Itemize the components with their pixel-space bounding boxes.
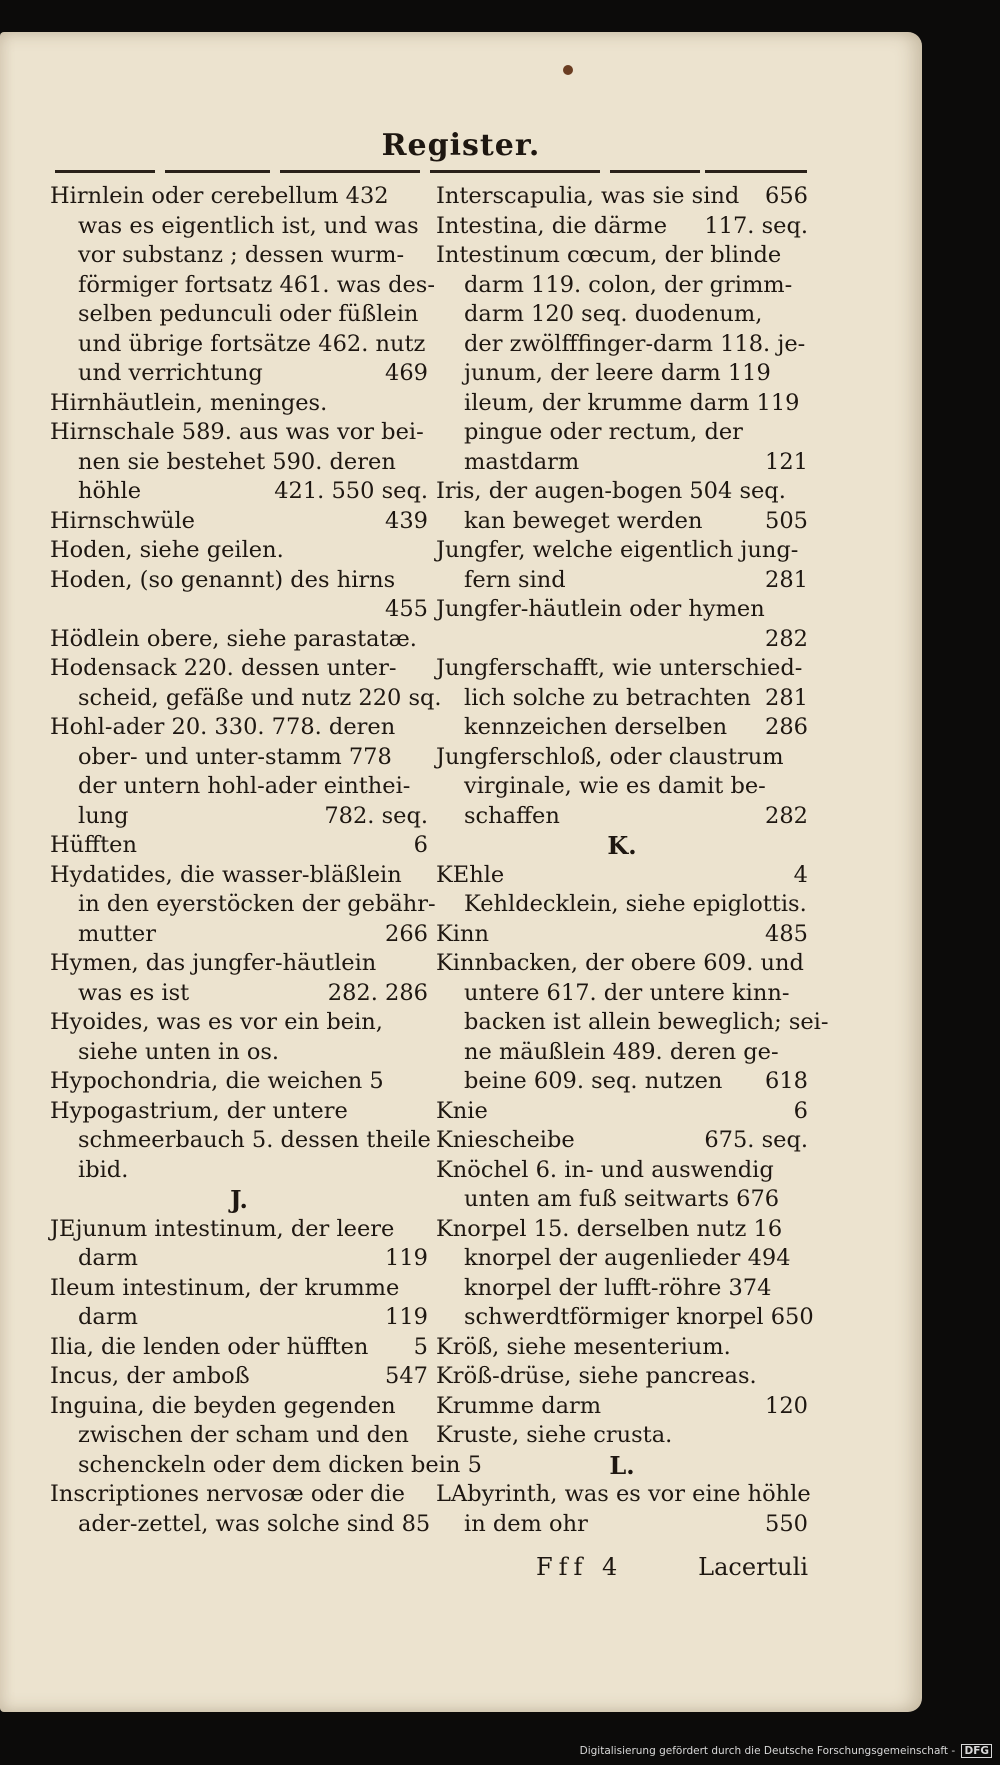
index-entry-line — [436, 654, 808, 684]
entry-text: LAbyrinth, was es vor eine höhle — [436, 1481, 811, 1507]
entry-text: Intestina, die därme — [436, 212, 668, 239]
entry-text: Kniescheibe — [436, 1127, 575, 1153]
header-rule — [430, 170, 600, 173]
entry-page-ref: 469 — [385, 360, 428, 386]
entry-text: darm 119. colon, der grimm- — [464, 271, 793, 298]
entry-page-ref: 266 — [385, 920, 428, 947]
entry-text: was es eigentlich ist, und was — [78, 212, 419, 239]
entry-text: Knie — [436, 1097, 488, 1124]
entry-text: Kröß-drüse, siehe pancreas. — [436, 1363, 757, 1389]
entry-text: Ileum intestinum, der krumme — [50, 1274, 400, 1301]
entry-text: darm 120 seq. duodenum, — [464, 301, 763, 327]
page-footer — [436, 1553, 808, 1585]
index-entry-line — [50, 1215, 428, 1245]
index-entry-line — [436, 212, 808, 242]
index-entry-line — [50, 1244, 428, 1274]
entry-page-ref: 119 — [385, 1245, 428, 1271]
entry-page-ref: 656 — [765, 183, 808, 209]
index-entry-line — [436, 300, 808, 330]
index-entry-line — [50, 1008, 428, 1038]
index-letter-heading: J. — [230, 1185, 248, 1214]
entry-text: scheid, gefäße und nutz 220 sq. — [78, 684, 442, 711]
entry-text: darm — [78, 1304, 138, 1330]
entry-text: selben pedunculi oder füßlein — [78, 301, 419, 327]
index-entry-line — [50, 418, 428, 448]
index-entry-line — [50, 1510, 431, 1540]
entry-page-ref: 5 — [413, 1333, 428, 1360]
entry-text: KEhle — [436, 861, 505, 888]
entry-text: ibid. — [78, 1156, 129, 1183]
index-entry-line — [436, 1244, 808, 1274]
index-entry-line — [50, 1303, 428, 1333]
index-entry-line — [436, 861, 808, 891]
entry-text: Hypochondria, die weichen 5 — [50, 1068, 384, 1094]
index-entry-line — [436, 772, 808, 802]
entry-page-ref: 6 — [413, 832, 428, 858]
entry-text: virginale, wie es damit be- — [464, 773, 766, 799]
index-entry-line — [50, 1067, 428, 1097]
index-entry-line — [50, 566, 428, 596]
index-entry-line — [436, 418, 808, 448]
index-entry-line — [50, 448, 428, 478]
index-entry-line — [436, 1480, 811, 1510]
index-entry-line — [436, 595, 808, 625]
entry-text: Hoden, (so genannt) des hirns — [50, 566, 396, 593]
entry-text: schenckeln oder dem dicken bein 5 — [78, 1451, 482, 1478]
entry-text: Hirnschwüle — [50, 507, 195, 534]
entry-page-ref: 286 — [765, 714, 808, 740]
entry-text: was es ist — [78, 979, 190, 1006]
entry-text: knorpel der lufft-röhre 374 — [464, 1274, 772, 1301]
index-entry-line — [50, 684, 442, 714]
index-entry-line — [436, 1126, 808, 1156]
entry-text: vor substanz ; dessen wurm- — [78, 242, 405, 268]
entry-text: untere 617. der untere kinn- — [464, 979, 790, 1006]
entry-text: ileum, der krumme darm 119 — [464, 389, 800, 416]
entry-text: Hirnschale 589. aus was vor bei- — [50, 419, 424, 445]
page-title: Register. — [381, 128, 541, 163]
index-entry-line — [436, 625, 808, 655]
entry-text: höhle — [78, 478, 142, 504]
index-entry-line — [50, 772, 428, 802]
entry-text: siehe unten in os. — [78, 1038, 280, 1065]
index-entry-line — [50, 595, 428, 625]
index-letter-heading: L. — [609, 1450, 635, 1480]
credit-text: Digitalisierung gefördert durch die Deutsche Forschungsgemeinschaft - — [579, 1745, 956, 1757]
entry-text: in dem ohr — [464, 1510, 588, 1537]
index-entry-line — [436, 182, 808, 212]
header-rule — [705, 170, 807, 173]
entry-text: der untern hohl-ader einthei- — [78, 773, 411, 799]
index-entry-line — [50, 271, 435, 301]
entry-page-ref: 455 — [385, 596, 428, 622]
index-entry-line — [50, 831, 428, 861]
entry-page-ref: 547 — [385, 1363, 428, 1389]
index-entry-line — [436, 1215, 808, 1245]
index-entry-line — [436, 1421, 808, 1451]
index-entry-line — [50, 300, 428, 330]
header-rule — [610, 170, 700, 173]
index-entry-line — [436, 1333, 808, 1363]
entry-page-ref: 421. 550 seq. — [274, 478, 428, 504]
entry-text: Hödlein obere, siehe parastatæ. — [50, 625, 417, 652]
entry-text: lich solche zu betrachten — [464, 684, 751, 711]
entry-text: Hirnhäutlein, meninges. — [50, 389, 328, 416]
index-entry-line — [436, 1392, 808, 1422]
index-entry-line — [50, 802, 428, 832]
entry-page-ref: 119 — [385, 1304, 428, 1330]
entry-text: schwerdtförmiger knorpel 650 — [464, 1304, 814, 1330]
index-entry-line — [436, 1303, 814, 1333]
entry-page-ref: 485 — [765, 920, 808, 947]
entry-text: Hymen, das jungfer-häutlein — [50, 950, 377, 976]
entry-text: junum, der leere darm 119 — [464, 360, 771, 386]
catchword: Lacertuli — [698, 1553, 808, 1581]
index-entry-line — [436, 389, 808, 419]
index-entry-line — [50, 1126, 431, 1156]
index-entry-line — [50, 536, 428, 566]
entry-text: kan beweget werden — [464, 507, 703, 534]
entry-text: Hypogastrium, der untere — [50, 1097, 348, 1124]
entry-text: Interscapulia, was sie sind — [436, 183, 740, 209]
entry-text: zwischen der scham und den — [78, 1422, 409, 1448]
entry-text: mastdarm — [464, 448, 580, 475]
entry-text: Inscriptiones nervosæ oder die — [50, 1481, 405, 1507]
index-entry-line — [50, 1451, 482, 1481]
index-entry-line — [50, 1274, 428, 1304]
entry-page-ref: 117. seq. — [704, 212, 808, 239]
entry-text: mutter — [78, 920, 156, 947]
entry-text: Kröß, siehe mesenterium. — [436, 1333, 731, 1360]
entry-page-ref: 281 — [765, 566, 808, 593]
entry-page-ref: 6 — [793, 1097, 808, 1124]
ink-spot — [563, 65, 573, 75]
index-entry-line — [436, 1274, 808, 1304]
signature-mark: Fff 4 — [536, 1553, 624, 1581]
index-entry-line — [436, 684, 808, 714]
entry-text: Jungfer-häutlein oder hymen — [436, 596, 765, 622]
index-entry-line — [50, 182, 428, 212]
entry-text: der zwölfffinger-darm 118. je- — [464, 330, 806, 357]
dfg-logo: DFG — [961, 1744, 992, 1758]
entry-text: Hirnlein oder cerebellum 432 — [50, 183, 389, 209]
index-entry-line — [50, 241, 428, 271]
entry-text: Ilia, die lenden oder hüfften — [50, 1333, 369, 1360]
index-entry-line — [436, 979, 808, 1009]
entry-page-ref: 282. 286 — [327, 979, 428, 1006]
entry-page-ref: 439 — [385, 507, 428, 534]
index-entry-line — [436, 241, 808, 271]
entry-page-ref: 281 — [765, 684, 808, 711]
index-entry-line — [436, 477, 808, 507]
entry-page-ref: 282 — [765, 802, 808, 829]
entry-page-ref: 505 — [765, 507, 808, 534]
index-entry-line — [50, 743, 428, 773]
entry-text: beine 609. seq. nutzen — [464, 1068, 723, 1094]
entry-text: Hodensack 220. dessen unter- — [50, 655, 397, 681]
entry-text: Incus, der amboß — [50, 1363, 250, 1389]
entry-text: Intestinum cœcum, der blinde — [436, 242, 782, 268]
header-rule — [55, 170, 155, 173]
entry-text: Jungfer, welche eigentlich jung- — [436, 537, 799, 563]
entry-text: Hoden, siehe geilen. — [50, 537, 284, 563]
index-entry-line — [436, 330, 808, 360]
index-entry-line — [436, 1067, 808, 1097]
entry-text: Krumme darm — [436, 1392, 602, 1419]
index-entry-line — [436, 448, 808, 478]
index-entry-line — [50, 477, 428, 507]
entry-text: und verrichtung — [78, 360, 263, 386]
entry-text: in den eyerstöcken der gebähr- — [78, 891, 436, 917]
index-entry-line — [436, 1008, 829, 1038]
entry-text: ader-zettel, was solche sind 85 — [78, 1510, 431, 1537]
index-entry-line — [50, 625, 428, 655]
entry-page-ref: 675. seq. — [704, 1127, 808, 1153]
entry-text: pingue oder rectum, der — [464, 419, 743, 445]
index-entry-line — [436, 890, 808, 920]
entry-text: Hüfften — [50, 832, 137, 858]
index-entry-line — [436, 713, 808, 743]
entry-text: JEjunum intestinum, der leere — [50, 1215, 395, 1242]
index-entry-line — [50, 654, 428, 684]
entry-page-ref: 121 — [765, 448, 808, 475]
index-letter-heading: K. — [607, 831, 637, 860]
index-entry-line — [50, 1156, 428, 1186]
entry-text: Kehldecklein, siehe epiglottis. — [464, 891, 807, 917]
entry-page-ref: 618 — [765, 1068, 808, 1094]
entry-text: backen ist allein beweglich; sei- — [464, 1009, 829, 1035]
index-entry-line — [50, 507, 428, 537]
entry-text: Hydatides, die wasser-bläßlein — [50, 861, 402, 888]
entry-page-ref: 282 — [765, 625, 808, 652]
index-entry-line — [50, 861, 428, 891]
entry-text: Kinn — [436, 920, 489, 947]
index-entry-line — [50, 1421, 428, 1451]
entry-text: schaffen — [464, 802, 560, 829]
index-entry-line — [436, 949, 808, 979]
entry-text: knorpel der augenlieder 494 — [464, 1245, 791, 1271]
index-entry-line — [436, 1156, 808, 1186]
entry-text: förmiger fortsatz 461. was des- — [78, 271, 435, 298]
entry-text: und übrige fortsätze 462. nutz — [78, 330, 426, 357]
entry-page-ref: 550 — [765, 1510, 808, 1537]
entry-text: Iris, der augen-bogen 504 seq. — [436, 478, 786, 504]
index-entry-line — [50, 979, 428, 1009]
index-column-right — [436, 182, 829, 1539]
index-entry-line — [50, 1362, 428, 1392]
index-entry-line — [50, 1333, 428, 1363]
index-entry-line — [436, 566, 808, 596]
entry-page-ref: 4 — [793, 861, 808, 888]
index-entry-line — [50, 330, 428, 360]
entry-text: darm — [78, 1245, 138, 1271]
index-entry-line — [436, 359, 808, 389]
index-entry-line — [436, 802, 808, 832]
index-entry-line — [50, 920, 428, 950]
header-rule — [280, 170, 420, 173]
index-entry-line — [436, 536, 808, 566]
entry-text: ober- und unter-stamm 778 — [78, 743, 392, 770]
index-entry-line — [50, 949, 428, 979]
entry-text: Kruste, siehe crusta. — [436, 1422, 673, 1448]
entry-text: unten am fuß seitwarts 676 — [464, 1186, 780, 1212]
entry-text: fern sind — [464, 566, 566, 593]
entry-text: Hyoides, was es vor ein bein, — [50, 1009, 383, 1035]
entry-page-ref: 120 — [765, 1392, 808, 1419]
index-entry-line — [436, 507, 808, 537]
index-entry-line — [50, 389, 428, 419]
index-entry-line — [50, 212, 428, 242]
digitization-credit — [580, 1744, 992, 1758]
entry-text: Inguina, die beyden gegenden — [50, 1392, 396, 1419]
index-entry-line — [50, 713, 428, 743]
entry-text: ne mäußlein 489. deren ge- — [464, 1038, 779, 1065]
index-entry-line — [436, 1038, 808, 1068]
entry-text: kennzeichen derselben — [464, 714, 728, 740]
index-entry-line — [50, 359, 428, 389]
index-entry-line — [436, 1510, 808, 1540]
index-entry-line — [436, 1185, 808, 1215]
entry-text: Hohl-ader 20. 330. 778. deren — [50, 714, 396, 740]
header-rule — [165, 170, 270, 173]
entry-text: Knorpel 15. derselben nutz 16 — [436, 1215, 783, 1242]
entry-text: Knöchel 6. in- und auswendig — [436, 1156, 774, 1183]
entry-text: lung — [78, 802, 129, 829]
entry-text: Kinnbacken, der obere 609. und — [436, 950, 804, 976]
index-entry-line — [436, 920, 808, 950]
entry-page-ref: 782. seq. — [324, 802, 428, 829]
index-entry-line — [436, 743, 808, 773]
index-entry-line — [50, 1038, 428, 1068]
index-entry-line — [436, 1097, 808, 1127]
index-entry-line — [436, 1362, 808, 1392]
entry-text: Jungferschloß, oder claustrum — [436, 743, 784, 770]
entry-text: schmeerbauch 5. dessen theile — [78, 1127, 431, 1153]
index-entry-line — [50, 1097, 428, 1127]
index-entry-line — [50, 1392, 428, 1422]
index-entry-line — [436, 271, 808, 301]
index-entry-line — [50, 890, 436, 920]
index-entry-line — [50, 1480, 428, 1510]
entry-text: nen sie bestehet 590. deren — [78, 448, 396, 475]
entry-text: Jungferschafft, wie unterschied- — [436, 655, 803, 681]
